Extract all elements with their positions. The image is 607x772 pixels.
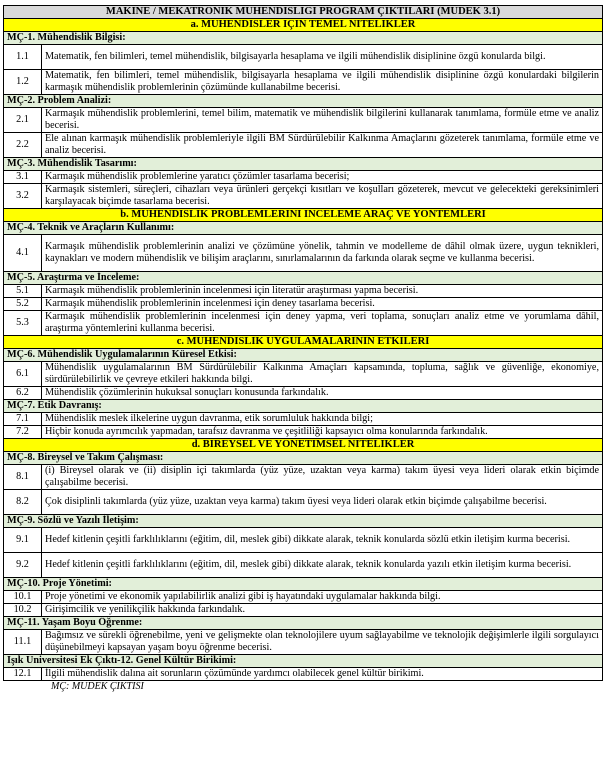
- outcome-description: Bağımsız ve sürekli öğrenebilme, yeni ve gelişmekte olan teknolojilere uyum sağlayabilme ve teknolojik değişimlerle ilgili sorgulayıcı düşünebilmeyi kapsayan yaşam boyu öğrenme becerisi.: [42, 630, 603, 655]
- outcome-group-title: MÇ-1. Mühendislik Bilgisi:: [4, 32, 603, 45]
- outcome-row: [4, 591, 603, 604]
- outcome-number: 10.1: [4, 591, 42, 604]
- outcome-description: Karmaşık mühendislik problemlerinin incelenmesi için deney yapma, veri toplama, sonuçları analiz etme ve yorumlama dâhil, araştırma yöntemlerini kullanma becerisi.: [42, 311, 603, 336]
- outcome-group-title: Işık Universitesi Ek Çıktı-12. Genel Kültür Birikimi:: [4, 655, 603, 668]
- outcome-group-header-row: [4, 222, 603, 235]
- outcome-group-title: MÇ-5. Araştırma ve İnceleme:: [4, 272, 603, 285]
- outcome-row: [4, 133, 603, 158]
- outcome-description: Mühendislik çözümlerinin hukuksal sonuçları konusunda farkındalık.: [42, 387, 603, 400]
- outcome-number: 3.1: [4, 171, 42, 184]
- outcome-number: 2.1: [4, 108, 42, 133]
- section-header-row: [4, 19, 603, 32]
- outcome-description: Karmaşık mühendislik problemlerinin incelenmesi için literatür araştırması yapma becerisi.: [42, 285, 603, 298]
- outcome-row: [4, 413, 603, 426]
- section-header-row: [4, 439, 603, 452]
- outcome-group-title: MÇ-3. Mühendislik Tasarımı:: [4, 158, 603, 171]
- outcome-row: [4, 235, 603, 272]
- outcome-group-header-row: [4, 617, 603, 630]
- outcome-number: 9.2: [4, 553, 42, 578]
- outcome-number: 6.2: [4, 387, 42, 400]
- outcome-row: [4, 70, 603, 95]
- outcome-row: [4, 285, 603, 298]
- outcome-description: Çok disiplinli takımlarda (yüz yüze, uzaktan veya karma) takım üyesi veya lideri olarak etkin biçimde çalışabilme becerisi.: [42, 490, 603, 515]
- outcome-group-header-row: [4, 655, 603, 668]
- outcome-number: 7.2: [4, 426, 42, 439]
- outcome-description: Proje yönetimi ve ekonomik yapılabilirlik analizi gibi iş hayatındaki uygulamalar hakkında bilgi.: [42, 591, 603, 604]
- outcome-description: Mühendislik uygulamalarının BM Sürdürülebilir Kalkınma Amaçları kapsamında, topluma, sağlık ve güvenliğe, ekonomiye, sürdürülebilirlik ve çevreye etkileri hakkında bilgi.: [42, 362, 603, 387]
- program-outcomes-document: [3, 5, 603, 693]
- outcome-group-title: MÇ-6. Mühendislik Uygulamalarının Küresel Etkisi:: [4, 349, 603, 362]
- section-title: a. MUHENDISLER IÇIN TEMEL NITELIKLER: [4, 19, 603, 32]
- outcome-number: 6.1: [4, 362, 42, 387]
- outcome-row: [4, 630, 603, 655]
- outcome-group-header-row: [4, 515, 603, 528]
- outcome-row: [4, 490, 603, 515]
- outcome-group-title: MÇ-8. Bireysel ve Takım Çalışması:: [4, 452, 603, 465]
- table-title-row: [4, 6, 603, 19]
- outcome-group-header-row: [4, 272, 603, 285]
- outcome-group-header-row: [4, 578, 603, 591]
- outcome-description: Karmaşık sistemleri, süreçleri, cihazları veya ürünleri gerçekçi kısıtları ve koşulları gözeterek, mevcut ve gelecekteki gereksinimleri karşılayacak biçimde tasarlama becerisi.: [42, 184, 603, 209]
- section-header-row: [4, 209, 603, 222]
- section-header-row: [4, 336, 603, 349]
- outcome-number: 3.2: [4, 184, 42, 209]
- outcome-row: [4, 604, 603, 617]
- outcome-row: [4, 45, 603, 70]
- outcomes-table: [3, 5, 603, 681]
- outcome-row: [4, 171, 603, 184]
- footnote: MÇ: MUDEK ÇIKTISI: [51, 681, 144, 692]
- outcome-row: [4, 108, 603, 133]
- outcome-group-title: MÇ-7. Etik Davranış:: [4, 400, 603, 413]
- outcome-description: İlgili mühendislik dalına ait sorunların çözümünde yardımcı olabilecek genel kültür birikimi.: [42, 668, 603, 681]
- outcome-group-header-row: [4, 400, 603, 413]
- outcome-number: 5.3: [4, 311, 42, 336]
- outcome-number: 9.1: [4, 528, 42, 553]
- outcome-group-title: MÇ-2. Problem Analizi:: [4, 95, 603, 108]
- outcome-group-header-row: [4, 32, 603, 45]
- outcome-row: [4, 184, 603, 209]
- outcome-row: [4, 553, 603, 578]
- outcome-row: [4, 465, 603, 490]
- outcome-number: 12.1: [4, 668, 42, 681]
- outcome-group-title: MÇ-11. Yaşam Boyu Öğrenme:: [4, 617, 603, 630]
- outcome-row: [4, 528, 603, 553]
- outcome-number: 4.1: [4, 235, 42, 272]
- outcome-group-header-row: [4, 452, 603, 465]
- outcome-number: 5.1: [4, 285, 42, 298]
- outcome-group-title: MÇ-10. Proje Yönetimi:: [4, 578, 603, 591]
- outcome-number: 8.1: [4, 465, 42, 490]
- outcome-number: 5.2: [4, 298, 42, 311]
- outcome-description: Ele alınan karmaşık mühendislik problemleriyle ilgili BM Sürdürülebilir Kalkınma Amaçlarını gözeterek tanımlama, formüle etme ve analiz becerisi.: [42, 133, 603, 158]
- outcome-description: Mühendislik meslek ilkelerine uygun davranma, etik sorumluluk hakkında bilgi;: [42, 413, 603, 426]
- outcome-group-header-row: [4, 95, 603, 108]
- outcome-number: 1.1: [4, 45, 42, 70]
- outcome-description: Karmaşık mühendislik problemlerinin analizi ve çözümüne yönelik, tahmin ve modelleme de dâhil olmak üzere, uygun teknikleri, kaynakları ve modern mühendislik ve bilişim araçlarını, sınırlamalarının da farkında olarak seçme ve kullanma becerisi.: [42, 235, 603, 272]
- outcome-number: 11.1: [4, 630, 42, 655]
- outcome-description: Hedef kitlenin çeşitli farklılıklarını (eğitim, dil, meslek gibi) dikkate alarak, teknik konularda sözlü etkin iletişim kurma becerisi.: [42, 528, 603, 553]
- outcome-group-header-row: [4, 158, 603, 171]
- outcome-group-header-row: [4, 349, 603, 362]
- outcome-description: Girişimcilik ve yenilikçilik hakkında farkındalık.: [42, 604, 603, 617]
- outcome-description: Matematik, fen bilimleri, temel mühendislik, bilgisayarla hesaplama ve ilgili mühendislik disiplinine özgü konulardaki bilgilerin karmaşık mühendislik problemlerinin çözümünde kullanabilme becerisi.: [42, 70, 603, 95]
- outcome-description: Hedef kitlenin çeşitli farklılıklarını (eğitim, dil, meslek gibi) dikkate alarak, teknik konularda yazılı etkin iletişim kurma becerisi.: [42, 553, 603, 578]
- outcome-number: 10.2: [4, 604, 42, 617]
- outcome-group-title: MÇ-4. Teknik ve Araçların Kullanımı:: [4, 222, 603, 235]
- outcome-row: [4, 298, 603, 311]
- section-title: c. MUHENDISLIK UYGULAMALARININ ETKILERI: [4, 336, 603, 349]
- outcome-description: Matematik, fen bilimleri, temel mühendislik, bilgisayarla hesaplama ve ilgili mühendislik disiplinine özgü konularda bilgi.: [42, 45, 603, 70]
- outcome-number: 1.2: [4, 70, 42, 95]
- outcome-number: 2.2: [4, 133, 42, 158]
- outcome-number: 8.2: [4, 490, 42, 515]
- outcome-description: (i) Bireysel olarak ve (ii) disiplin içi takımlarda (yüz yüze, uzaktan veya karma) takım üyesi veya lideri olarak etkin biçimde çalışabilme becerisi.: [42, 465, 603, 490]
- outcome-number: 7.1: [4, 413, 42, 426]
- outcome-row: [4, 668, 603, 681]
- outcome-row: [4, 311, 603, 336]
- outcome-row: [4, 426, 603, 439]
- outcome-description: Karmaşık mühendislik problemlerini, temel bilim, matematik ve mühendislik bilgilerini kullanarak tanımlama, formüle etme ve analiz becerisi.: [42, 108, 603, 133]
- outcome-row: [4, 387, 603, 400]
- section-title: b. MUHENDISLIK PROBLEMLERINI INCELEME ARAÇ VE YONTEMLERI: [4, 209, 603, 222]
- outcome-row: [4, 362, 603, 387]
- outcome-description: Karmaşık mühendislik problemlerinin incelenmesi için deney tasarlama becerisi.: [42, 298, 603, 311]
- outcome-description: Hiçbir konuda ayrımcılık yapmadan, tarafsız davranma ve çeşitliliği kapsayıcı olma konularında farkındalık.: [42, 426, 603, 439]
- section-title: d. BIREYSEL VE YONETIMSEL NITELIKLER: [4, 439, 603, 452]
- table-title: MAKINE / MEKATRONIK MUHENDISLIGI PROGRAM ÇIKTILARI (MUDEK 3.1): [4, 6, 603, 19]
- outcome-group-title: MÇ-9. Sözlü ve Yazılı İletişim:: [4, 515, 603, 528]
- outcome-description: Karmaşık mühendislik problemlerine yaratıcı çözümler tasarlama becerisi;: [42, 171, 603, 184]
